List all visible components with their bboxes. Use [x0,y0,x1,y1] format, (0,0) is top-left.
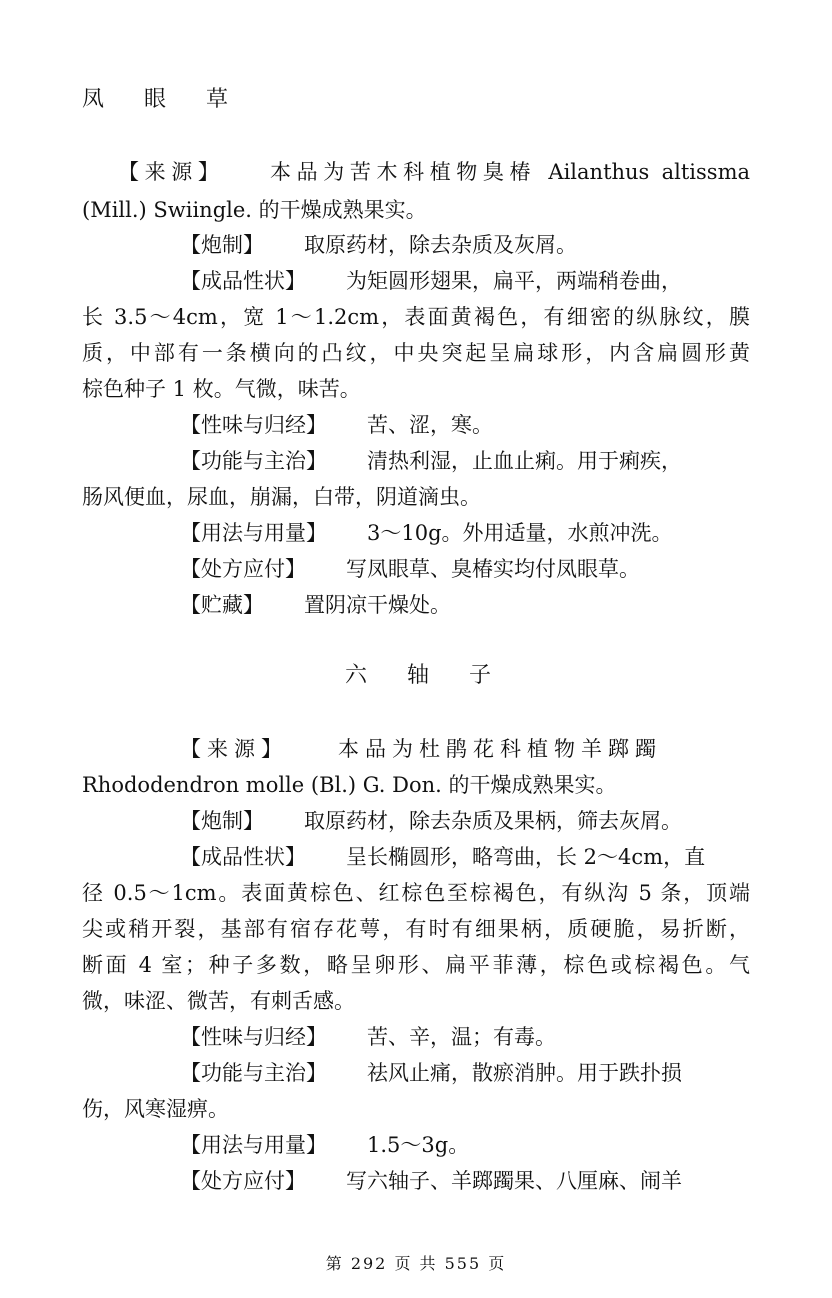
field-text: 为矩圆形翅果，扁平，两端稍卷曲， [346,269,682,293]
field-text: 1.5～3g。 [367,1133,470,1157]
field-text: 3～10g。外用适量，水煎冲洗。 [367,521,673,545]
paragraph-line [180,1163,750,1199]
paragraph-line [118,154,750,190]
section-title-liuzhouzi [345,658,491,694]
field-text: 径 0.5～1cm。表面黄棕色、红棕色至棕褐色，有纵沟 5 条，顶端 [82,881,750,905]
paragraph-line [82,911,750,947]
paragraph-line [180,587,750,623]
paragraph-line [82,875,750,911]
field-label: 【来源】 [180,737,288,761]
title-char: 子 [469,663,492,688]
field-text: 本品为杜鹃花科植物羊踯躅 [338,737,662,761]
field-text: 尖或稍开裂，基部有宿存花萼，有时有细果柄，质硬脆，易折断， [82,917,750,941]
field-label: 【贮藏】 [180,593,264,617]
field-text: 取原药材，除去杂质及灰屑。 [304,233,577,257]
paragraph-line [82,335,750,371]
field-text: 写六轴子、羊踯躅果、八厘麻、闹羊 [346,1169,682,1193]
field-text: 置阴凉干燥处。 [304,593,451,617]
field-text: (Mill.) Swiingle. 的干燥成熟果实。 [82,198,427,222]
field-label: 【功能与主治】 [180,1061,327,1085]
field-text: 苦、辛，温；有毒。 [367,1025,556,1049]
paragraph-line [82,371,750,407]
field-label: 【来源】 [118,160,225,184]
field-text: 肠风便血，尿血，崩漏，白带，阴道滴虫。 [82,485,481,509]
title-char: 凤 [82,87,105,112]
field-text: 微，味涩、微苦，有刺舌感。 [82,989,355,1013]
section-title-fengyancao [82,82,228,118]
paragraph-line [180,515,750,551]
field-text: 断面 4 室；种子多数，略呈卵形、扁平菲薄，棕色或棕褐色。气 [82,953,750,977]
paragraph-line [180,1019,750,1055]
field-label: 【用法与用量】 [180,521,327,545]
paragraph-line [180,551,750,587]
title-char: 六 [345,663,368,688]
field-label: 【处方应付】 [180,557,306,581]
page-number-footer: 第 292 页 共 555 页 [325,1254,507,1273]
paragraph-line [180,227,750,263]
field-label: 【处方应付】 [180,1169,306,1193]
field-label: 【功能与主治】 [180,449,327,473]
paragraph-line [180,839,750,875]
field-text: 苦、涩，寒。 [367,413,493,437]
paragraph-line [180,731,750,767]
title-char: 草 [206,87,229,112]
title-char: 轴 [407,663,430,688]
paragraph-line [82,192,750,228]
paragraph-line [180,1127,750,1163]
paragraph-line [82,983,750,1019]
field-text: Rhododendron molle (Bl.) G. Don. 的干燥成熟果实。 [82,773,617,797]
field-label: 【用法与用量】 [180,1133,327,1157]
paragraph-line [82,767,750,803]
field-text: 呈长椭圆形，略弯曲，长 2～4cm，直 [346,845,706,869]
paragraph-line [82,479,750,515]
field-text: 伤，风寒湿痹。 [82,1097,229,1121]
paragraph-line [82,1091,750,1127]
field-label: 【炮制】 [180,809,264,833]
field-label: 【炮制】 [180,233,264,257]
field-label: 【成品性状】 [180,269,306,293]
title-char: 眼 [144,87,167,112]
field-text: 清热利湿，止血止痢。用于痢疾， [367,449,682,473]
field-text: 写凤眼草、臭椿实均付凤眼草。 [346,557,640,581]
paragraph-line [180,407,750,443]
field-text: 棕色种子 1 枚。气微，味苦。 [82,377,361,401]
paragraph-line [82,947,750,983]
field-label: 【性味与归经】 [180,1025,327,1049]
field-text: 祛风止痛，散瘀消肿。用于跌扑损 [367,1061,682,1085]
paragraph-line [180,263,750,299]
paragraph-line [180,443,750,479]
paragraph-line [180,1055,750,1091]
field-text: 质，中部有一条横向的凸纹，中央突起呈扁球形，内含扁圆形黄 [82,341,750,365]
field-text: 取原药材，除去杂质及果柄，筛去灰屑。 [304,809,682,833]
field-label: 【成品性状】 [180,845,306,869]
field-text: 长 3.5～4cm，宽 1～1.2cm，表面黄褐色，有细密的纵脉纹，膜 [82,305,750,329]
paragraph-line [82,299,750,335]
field-label: 【性味与归经】 [180,413,327,437]
paragraph-line [180,803,750,839]
field-text: 本品为苦木科植物臭椿 Ailanthus altissma [264,160,750,184]
